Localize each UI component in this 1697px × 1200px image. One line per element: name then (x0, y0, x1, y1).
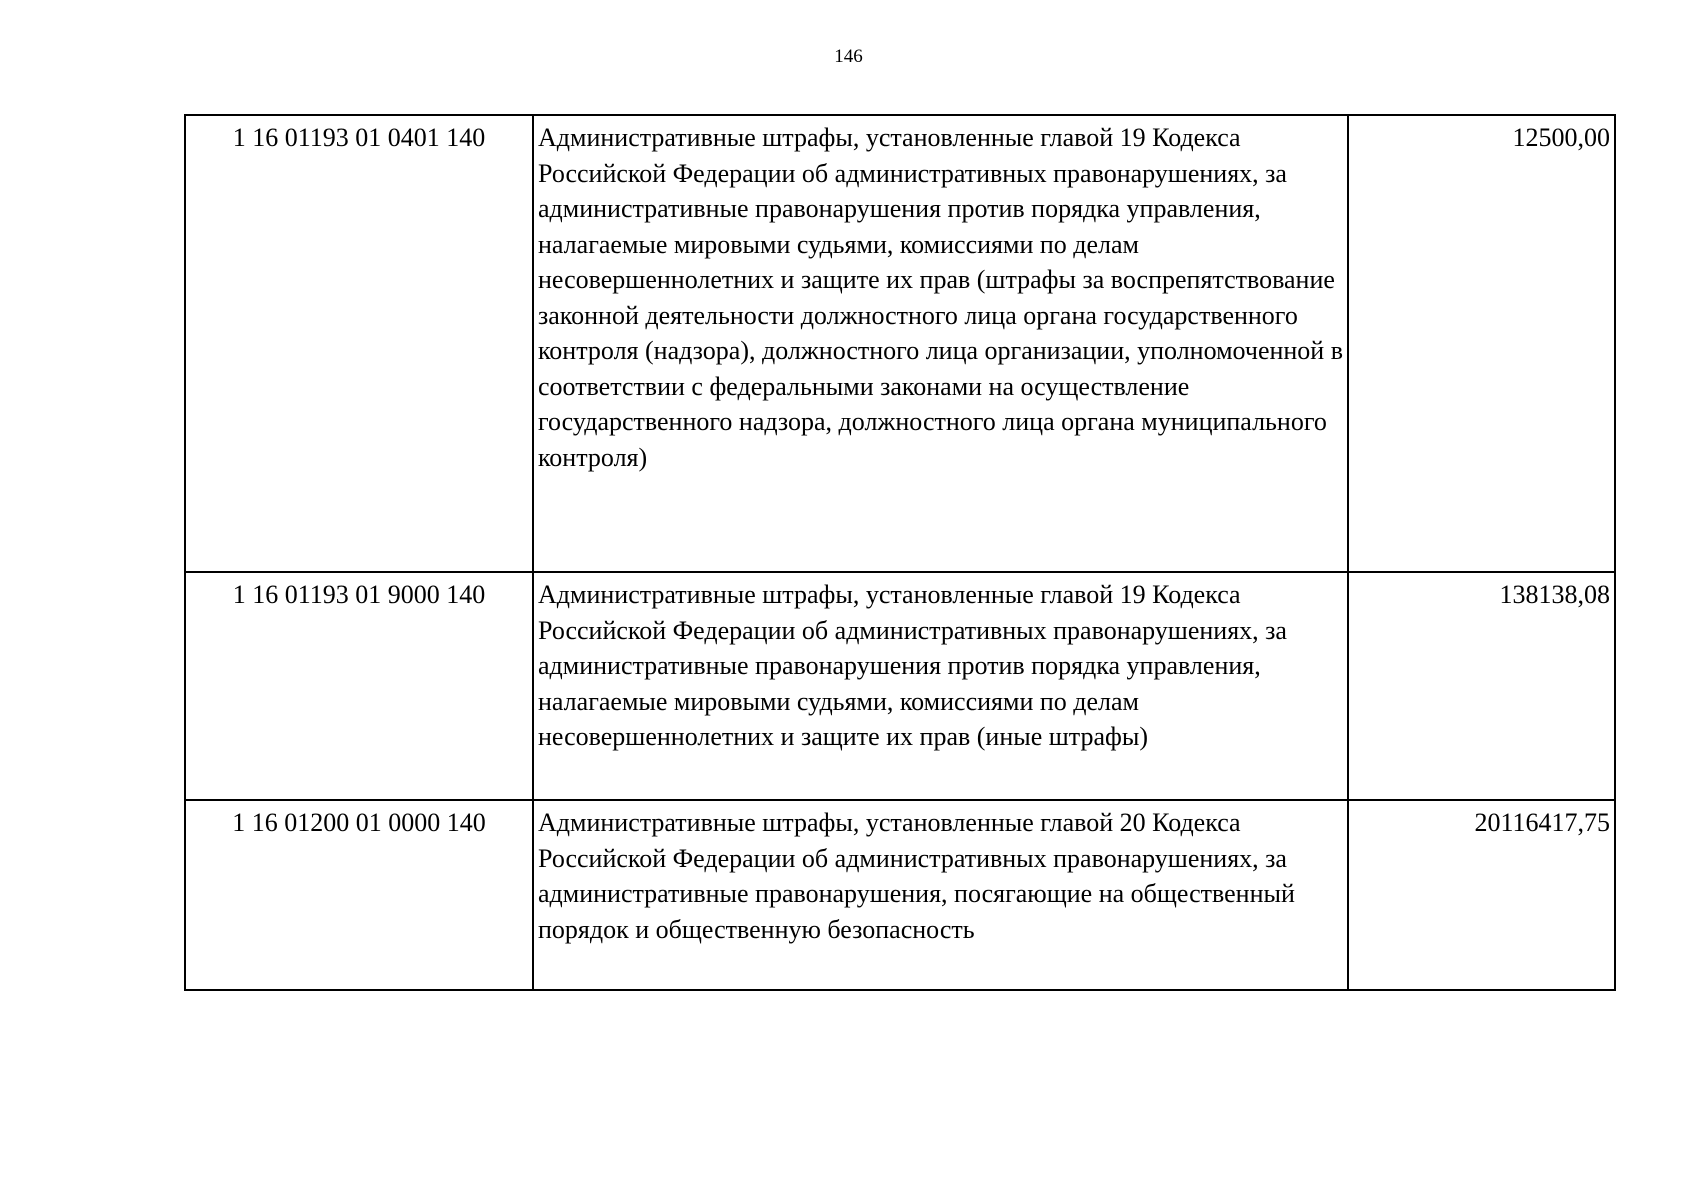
budget-code-cell: 1 16 01193 01 9000 140 (185, 572, 533, 800)
revenue-table (184, 114, 1616, 991)
description-cell: Административные штрафы, установленные главой 20 Кодекса Российской Федерации об административных правонарушениях, за административные правонарушения, посягающие на общественный порядок и общественную безопасность (533, 800, 1348, 990)
amount-cell: 20116417,75 (1348, 800, 1615, 990)
amount-cell: 12500,00 (1348, 115, 1615, 572)
description-cell: Административные штрафы, установленные главой 19 Кодекса Российской Федерации об административных правонарушениях, за административные правонарушения против порядка управления, налагаемые мировыми судьями, комиссиями по делам несовершеннолетних и защите их прав (штрафы за воспрепятствование законной деятельности должностного лица органа государственного контроля (надзора), должностного лица организации, уполномоченной в соответствии с федеральными законами на осуществление государственного надзора, должностного лица органа муниципального контроля) (533, 115, 1348, 572)
description-cell: Административные штрафы, установленные главой 19 Кодекса Российской Федерации об административных правонарушениях, за административные правонарушения против порядка управления, налагаемые мировыми судьями, комиссиями по делам несовершеннолетних и защите их прав (иные штрафы) (533, 572, 1348, 800)
table-row (185, 115, 1615, 572)
amount-cell: 138138,08 (1348, 572, 1615, 800)
table-row (185, 800, 1615, 990)
budget-code-cell: 1 16 01200 01 0000 140 (185, 800, 533, 990)
budget-code-cell: 1 16 01193 01 0401 140 (185, 115, 533, 572)
table-row (185, 572, 1615, 800)
page-number: 146 (834, 46, 863, 67)
